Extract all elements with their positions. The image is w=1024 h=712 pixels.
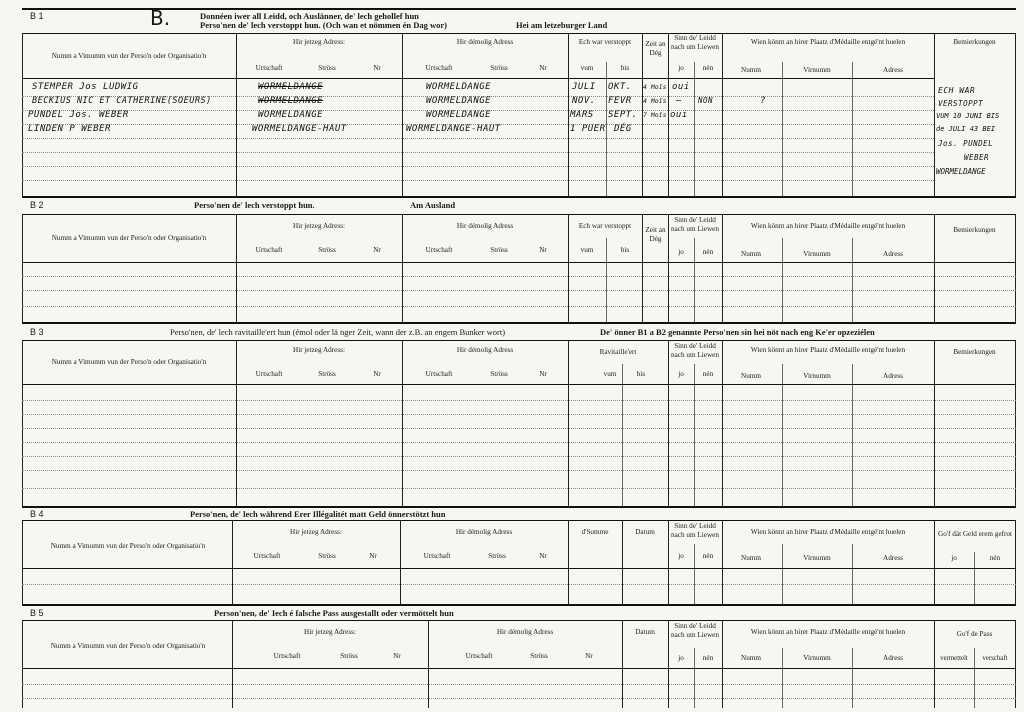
b5-header-name: Numm a Vimumm vun der Perso'n oder Organisatio'n: [50, 642, 206, 650]
b4-header-medal: Wien könnt an hirer Plaatz d'Médaille entgé'nt huelen: [750, 528, 906, 536]
b3-title: Perso'nen, de' lech ravitaille'ert hun (émol oder lä nger Zeit, wann der z.B. an engem Bunker wort): [170, 327, 506, 337]
row-line: [22, 414, 1016, 415]
b5-top-rule: [22, 604, 1016, 606]
b5-col-line: [694, 648, 695, 708]
b1-remark-line: VUM 10 JUNI BIS: [936, 112, 1000, 120]
row-line: [22, 400, 1016, 401]
b1-row2-name: BECKIUS NIC ET CATHERINE(SOEURS): [32, 96, 212, 106]
b3-header-yes: jo: [678, 370, 684, 378]
b1-remark-line: Jos. PUNDEL: [938, 139, 994, 148]
b1-header-top: [22, 33, 1016, 34]
b3-col-line: [668, 340, 669, 506]
b2-col-line: [782, 238, 783, 322]
b1-header-street: Ströss: [490, 64, 508, 72]
b5-header-town: Urtschaft: [273, 652, 301, 660]
row-line: [22, 684, 1016, 685]
b1-header-adress: Adress: [883, 66, 903, 74]
b5-header-meaning: Sinn de' Leidd nach um Liewen: [671, 622, 719, 639]
b1-row3-from: MARS: [570, 110, 594, 120]
b4-header-nr: Nr: [369, 552, 377, 560]
b1-col-line: [236, 33, 237, 196]
b3-top-rule: [22, 322, 1016, 324]
b4-header-meaning: Sinn de' Leidd nach um Liewen: [671, 522, 719, 539]
row-line: [22, 306, 1016, 307]
b3-col-line: [22, 340, 23, 506]
b1-title-location: Hei am letzeburger Land: [516, 20, 608, 30]
form-sheet: [22, 0, 1016, 712]
b3-col-line: [1015, 340, 1016, 506]
b2-header-from: vum: [580, 246, 594, 254]
b5-col-line: [722, 620, 723, 708]
b1-header-no: nén: [702, 64, 714, 72]
b2-header-medal: Wien könnt an hirer Plaatz d'Médaille entgé'nt huelen: [750, 222, 906, 230]
b5-header-numm: Numm: [741, 654, 761, 662]
b3-header-name: Numm a Vimumm vun der Perso'n oder Organisatio'n: [51, 358, 207, 366]
b1-col-line: [722, 33, 723, 196]
b2-col-line: [852, 238, 853, 322]
form-letter: B.: [150, 6, 171, 30]
b1-header-duration: Zeit an Dég: [645, 40, 666, 57]
b2-col-line: [694, 238, 695, 322]
b4-header-adress: Adress: [883, 554, 903, 562]
row-line: [22, 456, 1016, 457]
b3-header-street: Ströss: [490, 370, 508, 378]
b3-code: B 3: [30, 327, 44, 337]
b1-row1-from: JULI: [572, 82, 596, 92]
b1-header-remarks: Bemierkungen: [953, 38, 996, 46]
b3-header-adress: Adress: [883, 372, 903, 380]
b3-col-line: [236, 340, 237, 506]
b1-row2-no: NON: [698, 96, 714, 105]
b5-col-line: [1015, 620, 1016, 708]
b2-title-location: Am Ausland: [410, 200, 456, 210]
row-line: [22, 138, 934, 139]
b4-header-former-address: Hir démolig Adress: [455, 528, 513, 536]
b3-header-meaning: Sinn de' Leidd nach um Liewen: [671, 342, 719, 359]
b1-header-nr: Nr: [373, 64, 381, 72]
b4-header-street: Ströss: [488, 552, 506, 560]
b2-header-virnumm: Virnumm: [803, 250, 831, 258]
b1-row3-duration: 7 Moîs: [643, 111, 667, 119]
b2-title: Perso'nen de' lech verstoppt hun.: [194, 200, 315, 210]
b4-header-yes: jo: [678, 552, 684, 560]
b4-header-numm: Numm: [741, 554, 761, 562]
b5-header-yes: jo: [678, 654, 684, 662]
b1-code: B 1: [30, 11, 44, 21]
b1-remark-line: WEBER: [964, 153, 990, 162]
b2-header-former-address: Hir démolig Adress: [456, 222, 514, 230]
b3-col-line: [934, 340, 935, 506]
b2-header-street: Ströss: [490, 246, 508, 254]
b3-col-line: [402, 340, 403, 506]
b4-col-line: [852, 544, 853, 604]
b5-header-street: Ströss: [530, 652, 548, 660]
b2-header-numm: Numm: [741, 250, 761, 258]
b3-header-bottom: [22, 384, 1016, 385]
row-line: [22, 166, 934, 167]
b1-col-line: [402, 33, 403, 196]
b2-header-no: nén: [702, 248, 714, 256]
b3-header-to: bis: [636, 370, 646, 378]
b5-header-medal: Wien könnt an hirer Plaatz d'Médaille entgé'nt huelen: [750, 628, 906, 636]
b1-row3-current: WORMELDANGE: [258, 110, 324, 120]
b1-row4-to: DÉG: [614, 124, 632, 134]
b5-code: B 5: [30, 608, 44, 618]
b4-header-date: Datum: [635, 528, 655, 536]
b2-header-meaning: Sinn de' Leidd nach um Liewen: [671, 216, 719, 233]
b3-col-line: [852, 364, 853, 506]
b5-header-pass: Go'f de Pass: [956, 630, 993, 638]
b4-header-virnumm: Virnumm: [803, 554, 831, 562]
b1-row3-name: PUNDEL Jos. WEBER: [28, 110, 129, 120]
b5-header-adress: Adress: [883, 654, 903, 662]
b4-header-top: [22, 520, 1016, 521]
b5-col-line: [782, 648, 783, 708]
b3-header-former-address: Hir démolig Adress: [456, 346, 514, 354]
b1-header-name: Numm a Vimumm vun der Perso'n oder Organisatio'n: [51, 52, 207, 60]
b3-header-ravit: Ravitaille'ert: [599, 348, 637, 356]
b1-remark-line: VERSTOPPT: [938, 99, 984, 108]
b2-col-line: [606, 238, 607, 322]
b1-row1-current: WORMELDANGE: [258, 82, 324, 92]
b2-header-top: [22, 214, 1016, 215]
b4-col-line: [22, 520, 23, 604]
row-line: [22, 442, 1016, 443]
b1-col-line: [852, 62, 853, 196]
b1-header-street: Ströss: [318, 64, 336, 72]
b5-header-town: Urtschaft: [465, 652, 493, 660]
b4-col-line: [722, 520, 723, 604]
b4-title: Perso'nen, de' lech während Erer Illégalitét matt Geld önnerstötzt hun: [190, 509, 446, 519]
b4-header-name: Numm a Vimumm vun der Perso'n oder Organisatio'n: [50, 542, 206, 550]
b4-code: B 4: [30, 509, 44, 519]
b2-header-nr: Nr: [539, 246, 547, 254]
b1-row4-from: 1 PUER: [570, 124, 606, 134]
b3-col-line: [568, 340, 569, 506]
b1-header-numm: Numm: [741, 66, 761, 74]
b3-header-nr: Nr: [373, 370, 381, 378]
b2-header-street: Ströss: [318, 246, 336, 254]
b1-row1-duration: 4 Moîs: [643, 83, 667, 91]
b3-header-medal: Wien könnt an hirer Plaatz d'Médaille entgé'nt huelen: [750, 346, 906, 354]
b1-title-line2: Perso'nen de' lech verstoppt hun. (Och wan et nömmen én Dag wor): [200, 20, 447, 30]
b5-header-date: Datum: [635, 628, 655, 636]
b4-top-rule: [22, 506, 1016, 508]
row-line: [22, 290, 1016, 291]
row-line: [22, 470, 1016, 471]
row-line: [22, 488, 1016, 489]
b1-col-line: [934, 33, 935, 196]
b2-header-town: Urtschaft: [425, 246, 453, 254]
b1-row2-to: FEVR: [608, 96, 632, 106]
b1-header-former-address: Hir démolig Adress: [456, 38, 514, 46]
b4-header-yes: jo: [951, 554, 957, 562]
b2-header-remarks: Bemierkungen: [953, 226, 996, 234]
b4-header-money-given: Go'f dät Geld erem gefrot: [938, 530, 1012, 538]
b1-row1-yes: oui: [672, 82, 690, 92]
row-line: [22, 152, 934, 153]
b2-header-yes: jo: [678, 248, 684, 256]
b2-header-duration: Zeit an Dég: [645, 226, 666, 243]
b4-col-line: [694, 544, 695, 604]
b3-header-town: Urtschaft: [425, 370, 453, 378]
b1-header-meaning: Sinn de' Leidd nach um Liewen: [671, 34, 719, 51]
b1-col-line: [606, 62, 607, 196]
b2-header-town: Urtschaft: [255, 246, 283, 254]
b4-header-bottom: [22, 568, 1016, 569]
b5-header-former-address: Hir démolig Adress: [496, 628, 554, 636]
b5-header-bottom: [22, 668, 1016, 669]
b3-header-no: nén: [702, 370, 714, 378]
b1-header-from: vum: [580, 64, 594, 72]
b5-header-street: Ströss: [340, 652, 358, 660]
b1-header-current-address: Hir jetzeg Adress:: [293, 38, 345, 46]
b1-col-line: [782, 62, 783, 196]
b1-row2-duration: 4 Moîs: [643, 97, 667, 105]
b3-header-virnumm: Virnumm: [803, 372, 831, 380]
b5-header-nr: Nr: [393, 652, 401, 660]
b5-col-line: [852, 648, 853, 708]
b5-header-current-address: Hir jetzeg Adress:: [304, 628, 356, 636]
b2-header-to: bis: [620, 246, 630, 254]
b4-header-no: nén: [702, 552, 714, 560]
b1-row1-to: OKT.: [608, 82, 632, 92]
b1-row3-former: WORMELDANGE: [426, 110, 492, 120]
b2-header-adress: Adress: [883, 250, 903, 258]
b3-header-nr: Nr: [539, 370, 547, 378]
b1-col-line: [694, 62, 695, 196]
b2-code: B 2: [30, 200, 44, 210]
b4-header-street: Ströss: [318, 552, 336, 560]
b4-header-nr: Nr: [539, 552, 547, 560]
b3-header-top: [22, 340, 1016, 341]
row-line: [22, 584, 1016, 585]
b2-header-bottom: [22, 262, 1016, 263]
b4-header-town: Urtschaft: [423, 552, 451, 560]
b2-header-current-address: Hir jetzeg Adress:: [293, 222, 345, 230]
b1-row4-former: WORMELDANGE-HAUT: [406, 124, 501, 134]
b1-header-bottom: [22, 78, 934, 79]
b5-header-issued: vermettelt: [940, 655, 968, 662]
b5-header-no: nén: [702, 654, 714, 662]
b1-header-yes: jo: [678, 64, 684, 72]
b3-header-town: Urtschaft: [255, 370, 283, 378]
b1-row2-former: WORMELDANGE: [426, 96, 492, 106]
b4-header-town: Urtschaft: [253, 552, 281, 560]
b1-remark-line: ECH WAR: [938, 86, 976, 95]
b1-top-rule: [22, 8, 1016, 10]
b1-row1-former: WORMELDANGE: [426, 82, 492, 92]
b1-header-to: bis: [620, 64, 630, 72]
b1-title-line1: Donnéen iwer all Leidd, och Auslänner, de' lech gehollef hun: [200, 11, 419, 21]
b2-header-nr: Nr: [373, 246, 381, 254]
b5-col-line: [22, 620, 23, 708]
b1-row2-from: NOV.: [572, 96, 596, 106]
b4-header-no: nén: [989, 554, 1001, 562]
b1-header-medal: Wien könnt an hirer Plaatz d'Médaille entgé'nt huelen: [750, 38, 906, 46]
b4-header-current-address: Hir jetzeg Adress:: [290, 528, 342, 536]
b1-col-line: [22, 33, 23, 196]
b1-col-line: [668, 33, 669, 196]
row-line: [22, 698, 1016, 699]
b3-header-current-address: Hir jetzeg Adress:: [293, 346, 345, 354]
b2-top-rule: [22, 196, 1016, 198]
b4-col-line: [1015, 520, 1016, 604]
b4-col-line: [934, 520, 935, 604]
b1-row4-name: LINDEN P WEBER: [28, 124, 111, 134]
b5-title: Person'nen, de' Iech é falsche Pass ausgestallt oder vermöttelt hun: [214, 608, 454, 618]
b3-col-line: [782, 364, 783, 506]
b5-header-top: [22, 620, 1016, 621]
b1-remark-line: WORMELDANGE: [936, 167, 986, 176]
b1-row1-name: STEMPER Jos LUDWIG: [32, 82, 139, 92]
b3-header-from: vum: [603, 370, 617, 378]
b2-header-name: Numm a Vimumm vun der Perso'n oder Organisatio'n: [51, 234, 207, 242]
row-line: [22, 180, 934, 181]
row-line: [22, 276, 1016, 277]
b1-col-line: [568, 33, 569, 196]
b1-header-hidden: Ech war verstoppt: [578, 38, 632, 46]
b3-title-note: De' önner B1 a B2 genannte Perso'nen sin hei nöt nach eng Ke'er opzeziélen: [600, 327, 875, 337]
b1-row3-yes: oui: [670, 110, 688, 120]
b1-header-nr: Nr: [539, 64, 547, 72]
b1-header-town: Urtschaft: [255, 64, 283, 72]
b3-col-line: [694, 364, 695, 506]
b3-col-line: [622, 364, 623, 506]
b4-header-sum: d'Somme: [581, 528, 609, 536]
b1-header-virnumm: Virnumm: [803, 66, 831, 74]
b3-header-remarks: Bemierkungen: [953, 348, 996, 356]
row-line: [22, 428, 1016, 429]
b1-col-line: [1015, 33, 1016, 196]
b5-header-nr: Nr: [585, 652, 593, 660]
b3-col-line: [722, 340, 723, 506]
b1-row2-current: WORMELDANGE: [258, 96, 324, 106]
b1-row4-current: WORMELDANGE-HAUT: [252, 124, 347, 134]
b5-header-mediated: verschaft: [982, 655, 1008, 662]
b1-header-town: Urtschaft: [425, 64, 453, 72]
b4-col-line: [782, 544, 783, 604]
b4-col-line: [974, 552, 975, 604]
b5-header-virnumm: Virnumm: [803, 654, 831, 662]
b1-row2-yes: —: [676, 96, 682, 106]
b3-header-street: Ströss: [318, 370, 336, 378]
b3-header-numm: Numm: [741, 372, 761, 380]
b1-row3-to: SEPT.: [608, 110, 638, 120]
b2-header-hidden: Ech war verstoppt: [578, 222, 632, 230]
b1-row2-medal: ?: [760, 96, 766, 106]
b1-remark-line: de JULI 43 BEI: [936, 125, 996, 133]
